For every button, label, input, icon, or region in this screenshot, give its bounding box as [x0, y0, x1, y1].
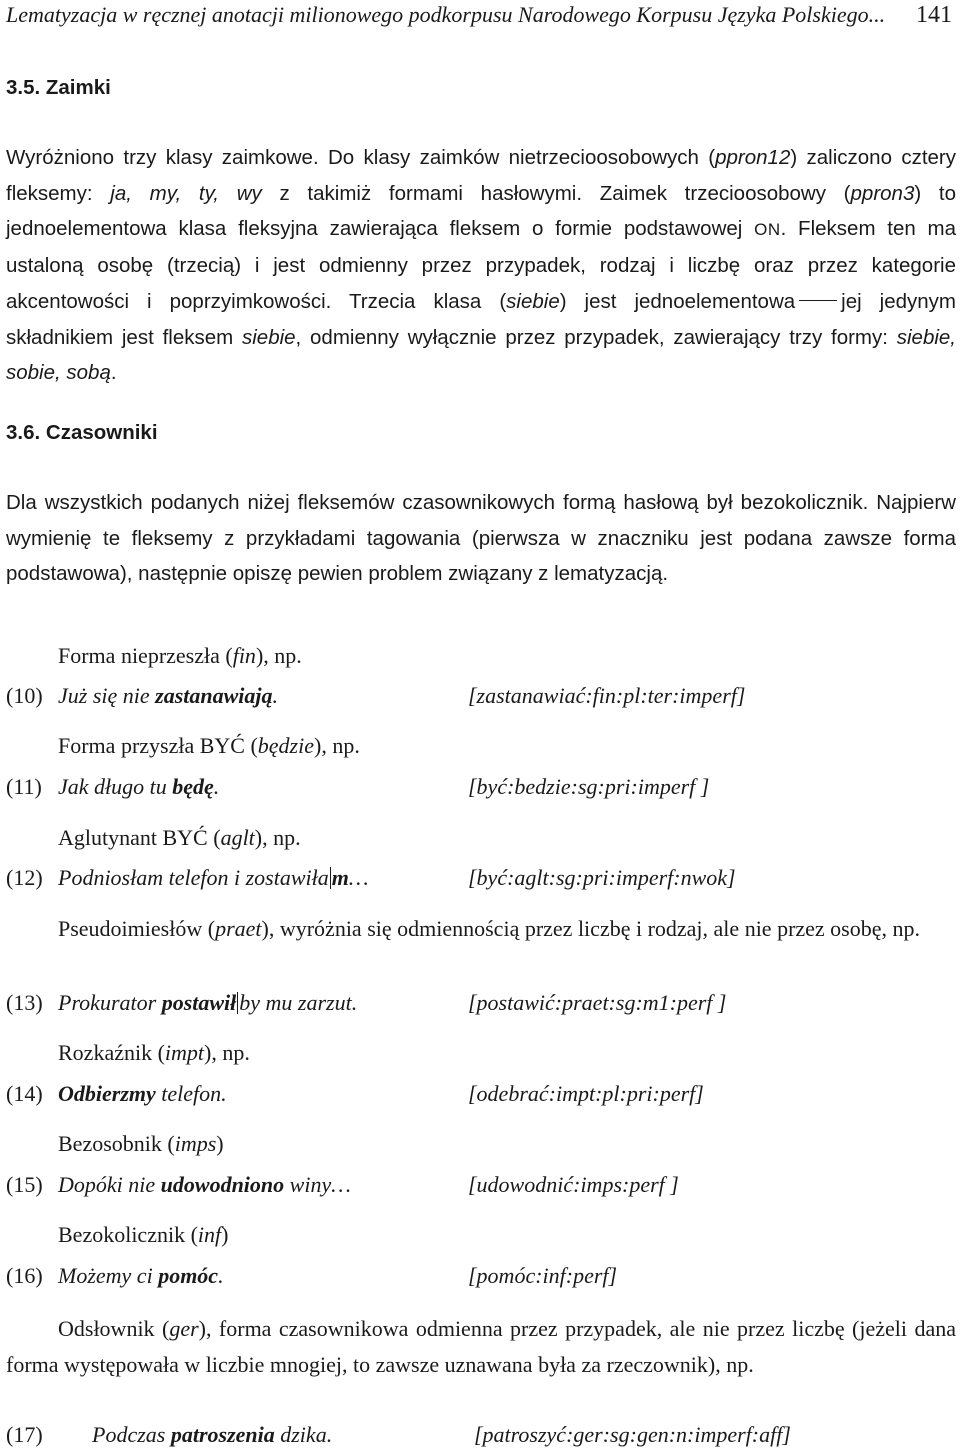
example-13	[6, 990, 956, 1022]
example-number: (11)	[6, 774, 42, 799]
segment-boundary	[330, 867, 331, 889]
example-12	[6, 865, 956, 897]
running-header	[6, 2, 952, 36]
example-15	[6, 1172, 956, 1204]
example-11	[6, 774, 956, 806]
example-number: (13)	[6, 990, 43, 1015]
tag-ppron12: ppron12	[715, 146, 791, 169]
paragraph-praet: Pseudoimiesłów (praet), wyróżnia się odmiennością przez liczbę i rodzaj, ale nie przez osobę, np.	[58, 916, 921, 941]
example-tag: [patroszyć:ger:sg:gen:n:imperf:aff]	[474, 1422, 791, 1447]
example-text: Podczas patroszenia dzika.	[92, 1422, 333, 1447]
example-tag: [odebrać:impt:pl:pri:perf]	[468, 1081, 704, 1106]
example-text: Dopóki nie udowodniono winy…	[58, 1172, 351, 1197]
intro-aglt: Aglutynant BYĆ (aglt), np.	[58, 825, 301, 850]
example-17	[6, 1422, 956, 1454]
paragraph-verbs-intro: Dla wszystkich podanych niżej fleksemów czasownikowych formą hasłową był bezokolicznik. Najpierw wymienię te fleksemy z przykładami tagowania (pierwsza w znaczniku jest podana zawsze forma podstawowa), następnie opiszę pewien problem związany z lematyzacją.	[6, 491, 956, 586]
example-text: Podniosłam telefon i zostawiła m…	[58, 865, 369, 890]
example-16	[6, 1263, 956, 1295]
siebie-forms: siebie, sobie, sobą	[6, 325, 956, 385]
paragraph-pronouns: Wyróżniono trzy klasy zaimkowe. Do klasy zaimków nietrzecioosobowych (ppron12) zaliczono cztery fleksemy: ja, my, ty, wy z takimiż formami hasłowymi. Zaimek trzecioosobowy (ppron3) to jednoelementowa klasa fleksyjna zawierająca fleksem o formie podstawowej ON. Fleksem ten ma ustaloną osobę (trzecią) i jest odmienny przez przypadek, rodzaj i liczbę oraz przez kategorie akcentowości i poprzyimkowości. Trzecia klasa (siebie) jest jednoelementowa jej jedynym składnikiem jest fleksem siebie, odmienny wyłącznie przez przypadek, zawierający trzy formy: siebie, sobie, sobą.	[6, 146, 957, 385]
running-title: Lematyzacja w ręcznej anotacji milionowego podkorpusu Narodowego Korpusu Języka Polskiego...	[6, 2, 886, 27]
example-number: (14)	[6, 1081, 43, 1106]
example-tag: [być:aglt:sg:pri:imperf:nwok]	[468, 865, 736, 890]
section-heading-3-6: 3.6. Czasowniki	[6, 421, 158, 444]
example-text: Jak długo tu będę.	[58, 774, 220, 799]
intro-bedzie: Forma przyszła BYĆ (będzie), np.	[58, 733, 360, 758]
lemma-on: ON	[754, 220, 781, 240]
example-number: (12)	[6, 865, 43, 890]
intro-inf: Bezokolicznik (inf)	[58, 1222, 229, 1247]
example-number: (10)	[6, 683, 43, 708]
example-14	[6, 1081, 956, 1113]
intro-imps: Bezosobnik (imps)	[58, 1131, 224, 1156]
intro-impt: Rozkaźnik (impt), np.	[58, 1040, 250, 1065]
example-text: Prokurator postawił by mu zarzut.	[58, 990, 358, 1015]
example-text: Odbierzmy telefon.	[58, 1081, 227, 1106]
page-number: 141	[916, 2, 952, 28]
section-heading-3-5: 3.5. Zaimki	[6, 76, 111, 99]
example-tag: [udowodnić:imps:perf ]	[468, 1172, 679, 1197]
example-text: Możemy ci pomóc.	[58, 1263, 224, 1288]
example-tag: [postawić:praet:sg:m1:perf ]	[468, 990, 727, 1015]
example-10	[6, 683, 956, 715]
example-number: (15)	[6, 1172, 43, 1197]
tag-ppron3: ppron3	[850, 181, 915, 205]
intro-fin: Forma nieprzeszła (fin), np.	[58, 643, 302, 668]
example-tag: [być:bedzie:sg:pri:imperf ]	[468, 774, 710, 799]
example-number: (17)	[6, 1422, 43, 1447]
tag-siebie: siebie	[506, 289, 560, 313]
em-dash	[799, 300, 837, 301]
example-tag: [pomóc:inf:perf]	[468, 1263, 618, 1288]
example-number: (16)	[6, 1263, 43, 1288]
paragraph-ger: Odsłownik (ger), forma czasownikowa odmienna przez przypadek, ale nie przez liczbę (jeżeli dana forma występowała w liczbie mnogiej, to zawsze uznawana była za rzeczownik), np.	[6, 1316, 956, 1377]
pronoun-examples: ja, my, ty, wy	[110, 181, 262, 205]
example-text: Już się nie zastanawiają.	[58, 683, 279, 708]
example-tag: [zastanawiać:fin:pl:ter:imperf]	[468, 683, 746, 708]
